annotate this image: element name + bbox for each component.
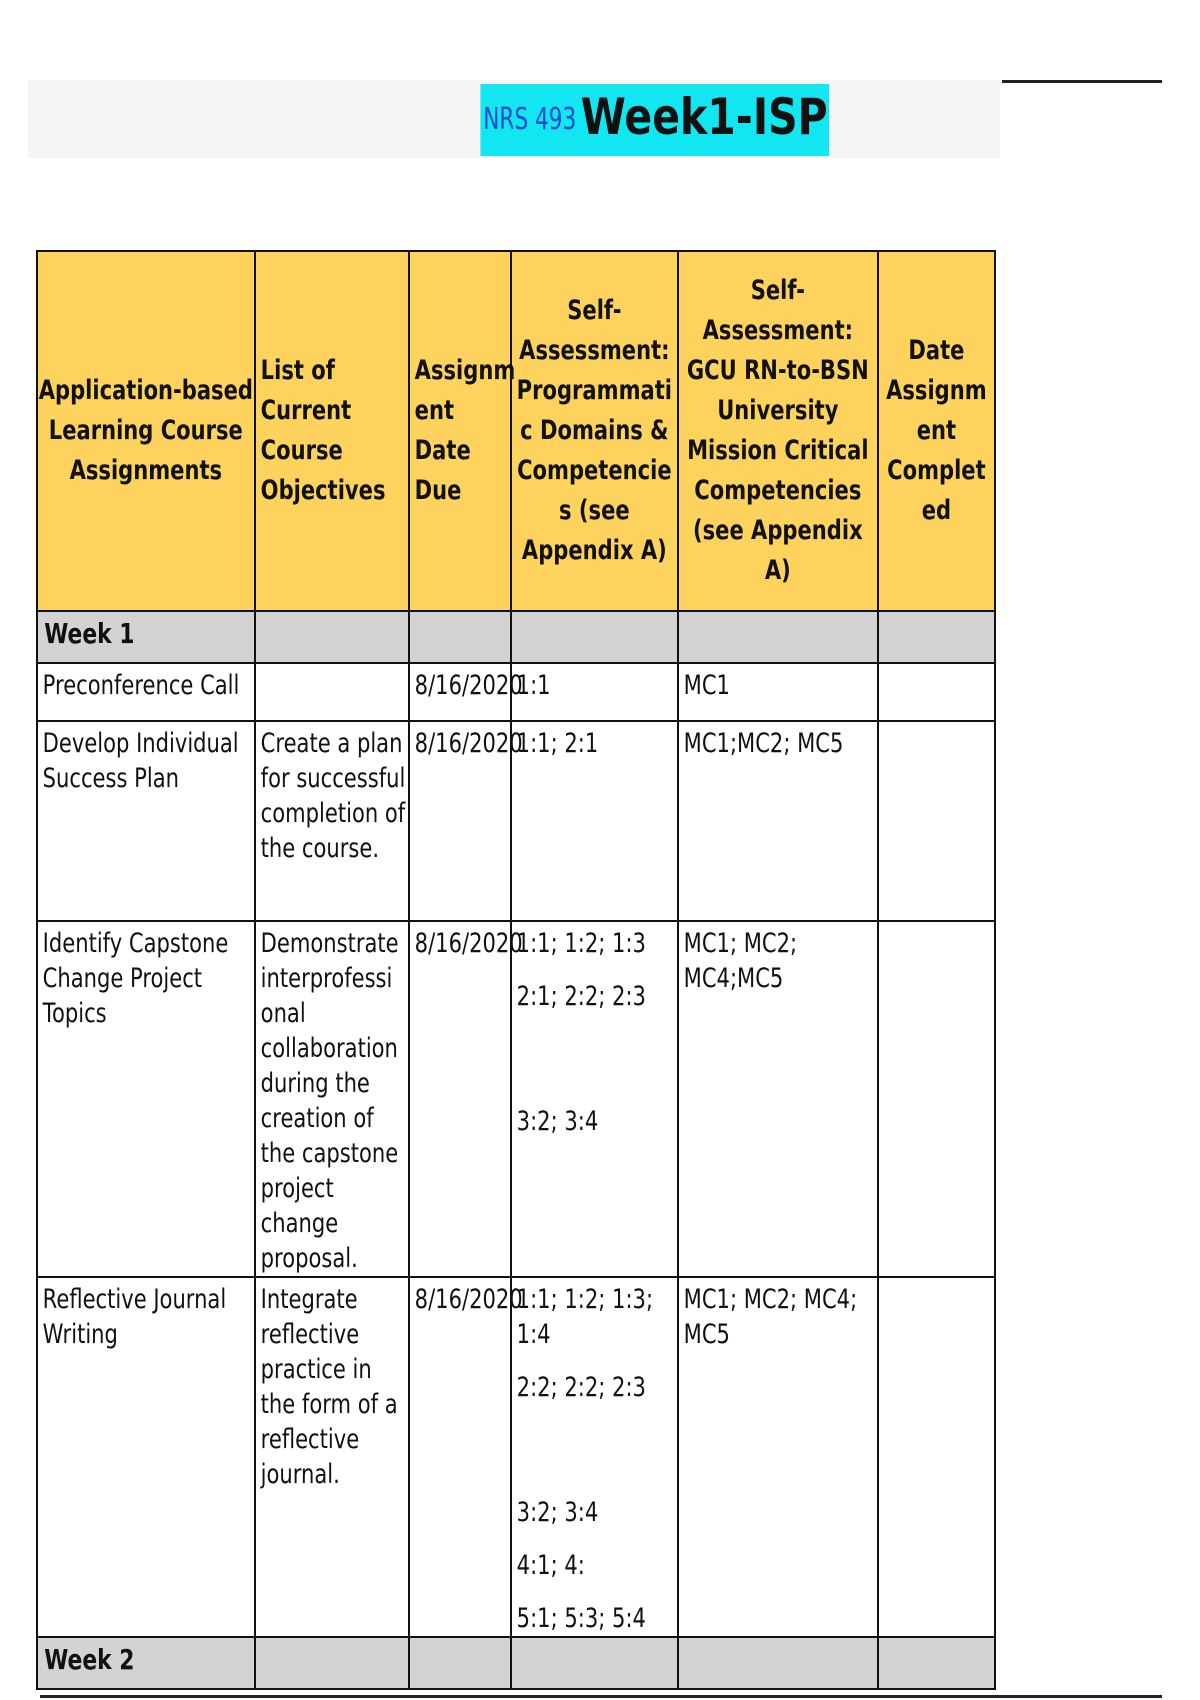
cell-domains: 1:1; 2:1	[511, 721, 678, 921]
isp-table	[36, 250, 996, 1690]
cell-assignment: Develop Individual Success Plan	[37, 721, 255, 921]
cell-objective: Create a plan for successful completion of the course.	[255, 721, 409, 921]
cell-completed	[878, 921, 995, 1277]
cell-date-due: 8/16/2020	[409, 663, 511, 721]
cell-domains: 1:1	[511, 663, 678, 721]
header-date-due: Assignm ent Date Due	[409, 251, 511, 611]
header-mission-competencies: Self-Assessment: GCU RN-to-BSN University Mission Critical Competencies (see Appendix A)	[678, 251, 878, 611]
cell-date-due: 8/16/2020	[409, 921, 511, 1277]
week-row	[37, 611, 995, 663]
cell-domains: 1:1; 1:2; 1:3 2:1; 2:2; 2:3 3:2; 3:4	[511, 921, 678, 1277]
cell-assignment: Identify Capstone Change Project Topics	[37, 921, 255, 1277]
week-label: Week 2	[37, 1637, 255, 1689]
table-row	[37, 1277, 995, 1637]
cell-objective: Integrate reflective practice in the form of a reflective journal.	[255, 1277, 409, 1637]
header-row	[37, 251, 995, 611]
cell-assignment: Reflective Journal Writing	[37, 1277, 255, 1637]
cell-completed	[878, 663, 995, 721]
cell-mission: MC1;MC2; MC5	[678, 721, 878, 921]
cell-assignment: Preconference Call	[37, 663, 255, 721]
cell-objective	[255, 663, 409, 721]
cell-date-due: 8/16/2020	[409, 721, 511, 921]
header-objectives: List of Current Course Objectives	[255, 251, 409, 611]
week-label: Week 1	[37, 611, 255, 663]
document-title	[442, 84, 884, 156]
table-row	[37, 721, 995, 921]
cell-mission: MC1	[678, 663, 878, 721]
cell-mission: MC1; MC2; MC4; MC5	[678, 1277, 878, 1637]
cell-mission: MC1; MC2; MC4;MC5	[678, 921, 878, 1277]
table-row	[37, 663, 995, 721]
table-row	[37, 921, 995, 1277]
cell-objective: Demonstrate interprofessi onal collaboration during the creation of the capstone project change proposal.	[255, 921, 409, 1277]
header-programmatic-domains: Self-Assessment: Programmati c Domains & Competencie s (see Appendix A)	[511, 251, 678, 611]
week-row	[37, 1637, 995, 1689]
bottom-rule	[40, 1695, 1162, 1698]
cell-domains: 1:1; 1:2; 1:3; 1:4 2:2; 2:2; 2:3 3:2; 3:4 4:1; 4: 5:1; 5:3; 5:4	[511, 1277, 678, 1637]
cell-completed	[878, 1277, 995, 1637]
header-assignments: Application-based Learning Course Assignments	[37, 251, 255, 611]
cell-date-due: 8/16/2020	[409, 1277, 511, 1637]
top-rule	[1002, 80, 1162, 83]
title-main: Week1-ISP	[579, 84, 829, 156]
cell-completed	[878, 721, 995, 921]
header-date-completed: Date Assignm ent Complet ed	[878, 251, 995, 611]
title-prefix: NRS 493	[480, 84, 579, 156]
